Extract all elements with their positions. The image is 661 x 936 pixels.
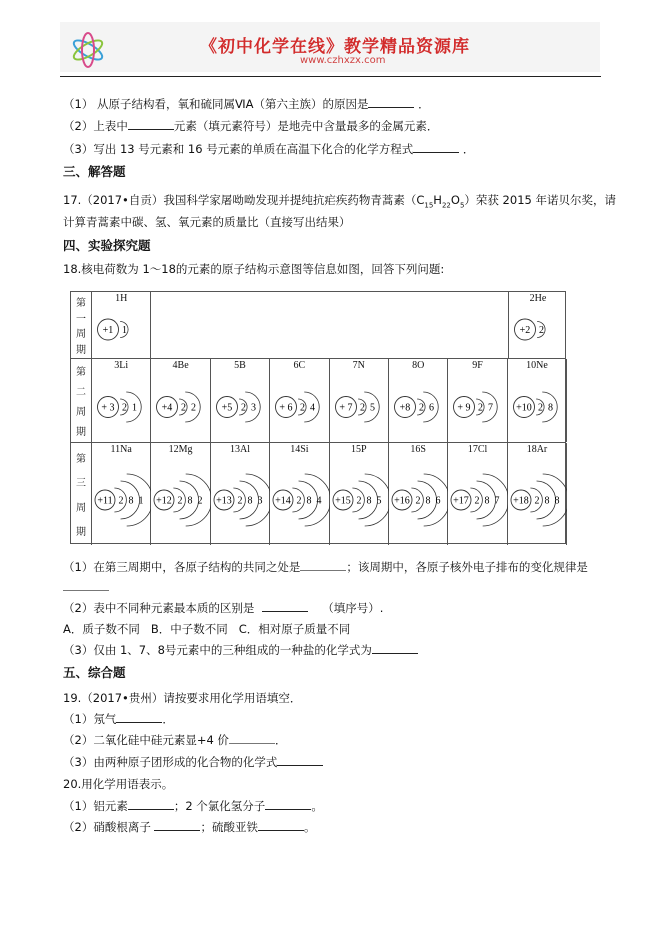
electron-count: 8 [247, 495, 253, 507]
atom-diagram [151, 443, 210, 545]
q18-part1-cont [63, 580, 109, 594]
atom-diagram [330, 443, 389, 545]
electron-count: 4 [316, 495, 322, 507]
element-cell [270, 359, 329, 442]
text: （1）氖气 [63, 712, 117, 726]
q16-part2 [63, 118, 438, 134]
answer-blank[interactable] [229, 733, 275, 744]
q18-part3 [63, 642, 418, 658]
element-cell [508, 359, 567, 442]
element-cell [151, 443, 210, 545]
electron-count: 2 [534, 495, 540, 507]
element-symbol: 4Be [172, 360, 189, 371]
text: （2）硝酸根离子 [63, 820, 151, 834]
electron-count: 2 [240, 402, 246, 414]
electron-count: 2 [474, 495, 480, 507]
text: ． [418, 97, 430, 111]
answer-blank[interactable] [265, 799, 311, 810]
nuclear-charge: +17 [453, 495, 470, 507]
electron-count: 2 [419, 402, 424, 414]
answer-blank[interactable] [413, 142, 459, 153]
nuclear-charge: +11 [97, 495, 113, 507]
answer-blank[interactable] [372, 643, 418, 654]
electron-count: 2 [415, 495, 421, 507]
period-label: 第 二 周 期 [71, 359, 92, 442]
atom-diagram [508, 359, 567, 443]
atom-diagram [270, 359, 329, 443]
electron-count: 8 [544, 495, 550, 507]
element-cell [92, 359, 151, 442]
text: ；该周期中，各原子核外电子排布的变化规律是 [346, 560, 588, 574]
electron-count: 8 [306, 495, 312, 507]
section-heading: 五、综合题 [63, 665, 126, 680]
answer-blank[interactable] [128, 799, 174, 810]
electron-count: 8 [554, 495, 560, 507]
text: （3）由两种原子团形成的化合物的化学式 [63, 755, 278, 769]
element-symbol: 16S [410, 444, 426, 455]
electron-count: 2 [177, 495, 183, 507]
electron-count: 2 [300, 402, 306, 414]
atom-diagram [92, 292, 151, 359]
q18-part1 [63, 559, 588, 575]
q17-line2: 计算青蒿素中碳、氢、氧元素的质量比（直接写出结果） [63, 215, 351, 229]
element-cell [508, 292, 567, 358]
nuclear-charge: +4 [162, 402, 173, 414]
text: （1） 从原子结构看，氧和硫同属ⅥA（第六主族）的原因是 [63, 97, 369, 111]
answer-blank[interactable] [368, 97, 414, 108]
atom-diagram [211, 359, 270, 443]
nuclear-charge: +16 [394, 495, 410, 507]
q20-part2 [63, 819, 315, 835]
q16-part1 [63, 96, 430, 112]
electron-count: 3 [257, 495, 263, 507]
q20-part1 [63, 798, 323, 814]
text: （3）仅由 1、7、8号元素中的三种组成的一种盐的化学式为 [63, 643, 372, 657]
q18-part2 [63, 600, 383, 616]
section-heading: 四、实验探究题 [63, 238, 151, 253]
nuclear-charge: + 9 [457, 402, 471, 414]
atom-diagram [330, 359, 389, 443]
atom-diagram [448, 359, 507, 443]
nuclear-charge: +18 [512, 495, 529, 507]
answer-blank[interactable] [154, 820, 200, 831]
electron-count: 8 [484, 495, 490, 507]
text: ；2 个氯化氢分子 [173, 799, 266, 813]
section-heading: 三、解答题 [63, 164, 126, 179]
element-symbol: 7N [352, 360, 365, 371]
electron-count: 2 [359, 402, 365, 414]
element-cell [448, 443, 507, 545]
element-symbol: 1H [115, 293, 128, 304]
q18-intro: 18.核电荷数为 1～18的元素的原子结构示意图等信息如图，回答下列问题: [63, 262, 445, 276]
electron-count: 8 [366, 495, 372, 507]
element-symbol: 18Ar [526, 444, 548, 455]
header-url: www.czhxzx.com [300, 55, 386, 66]
element-cell [389, 359, 448, 442]
answer-blank[interactable] [116, 712, 162, 723]
element-cell [508, 443, 567, 545]
element-symbol: 5B [234, 360, 246, 371]
nuclear-charge: +14 [275, 495, 292, 507]
atom-diagram [389, 443, 448, 545]
electron-count: 2 [191, 402, 197, 414]
atom-diagram [509, 292, 568, 359]
text: 17.（2017•自贡）我国科学家屠呦呦发现并提纯抗疟疾药物青蒿素（ [63, 193, 417, 207]
formula: $C_{15}H_{22}O_5$ [416, 193, 465, 210]
element-cell [211, 443, 270, 545]
answer-blank[interactable] [300, 560, 346, 571]
nuclear-charge: +1 [102, 325, 114, 336]
period-row [71, 443, 565, 545]
electron-count: 8 [187, 495, 193, 507]
atom-diagram [270, 443, 329, 545]
element-cell [92, 443, 151, 545]
element-symbol: 2He [529, 293, 547, 304]
text: 元素（填元素符号）是地壳中含量最多的金属元素． [173, 119, 439, 133]
electron-count: 5 [369, 402, 375, 414]
text: ． [462, 142, 475, 156]
electron-count: 2 [181, 402, 187, 414]
electron-count: 2 [237, 495, 243, 507]
text: ；硫酸亚铁 [200, 820, 258, 834]
period-row [71, 292, 565, 359]
atom-diagram [389, 359, 448, 443]
q19-part1 [63, 711, 174, 727]
electron-count: 5 [376, 495, 382, 507]
answer-blank[interactable] [262, 601, 308, 612]
electron-count: 2 [478, 402, 484, 414]
nuclear-charge: +12 [156, 495, 173, 507]
nuclear-charge: +8 [399, 402, 411, 414]
atom-diagram [151, 359, 210, 443]
text: （1）在第三周期中，各原子结构的共同之处是 [63, 560, 301, 574]
electron-count: 7 [488, 402, 494, 414]
electron-count: 8 [547, 402, 553, 414]
nuclear-charge: + 6 [279, 402, 293, 414]
text: ． [274, 733, 287, 747]
header-divider [60, 76, 601, 77]
electron-count: 8 [425, 495, 431, 507]
answer-blank[interactable] [128, 119, 174, 130]
electron-count: 4 [310, 402, 316, 414]
q19-part3 [63, 754, 323, 770]
atom-diagram [92, 359, 151, 443]
q17-line1 [63, 192, 616, 209]
text: 。 [303, 820, 316, 834]
nuclear-charge: +5 [221, 402, 233, 414]
nuclear-charge: +15 [334, 495, 351, 507]
q18-options: A．质子数不同 B．中子数不同 C．相对原子质量不同 [63, 622, 351, 636]
nuclear-charge: +13 [215, 495, 232, 507]
period-label: 第 三 周 期 [71, 443, 92, 545]
element-symbol: 17Cl [467, 444, 488, 455]
nuclear-charge: +10 [515, 402, 532, 414]
text: （2）上表中 [63, 119, 128, 133]
nuclear-charge: + 3 [101, 402, 115, 414]
element-symbol: 14Si [290, 444, 309, 455]
electron-count: 2 [122, 402, 127, 414]
electron-count: 2 [538, 325, 544, 336]
electron-count: 6 [435, 495, 441, 507]
text: （2）二氧化硅中硅元素显+4 价 [63, 733, 229, 747]
text: ）荣获 2015 年诺贝尔奖，请 [464, 193, 616, 207]
text: 。 [311, 799, 323, 813]
element-cell [211, 359, 270, 442]
element-cell [448, 359, 507, 442]
electron-count: 6 [429, 402, 434, 414]
element-symbol: 6C [293, 360, 306, 371]
q19-intro: 19.（2017•贵州）请按要求用化学用语填空． [63, 691, 302, 705]
element-cell [389, 443, 448, 545]
element-cell [330, 359, 389, 442]
electron-count: 2 [118, 495, 124, 507]
answer-blank[interactable] [258, 820, 304, 831]
answer-blank[interactable] [63, 580, 109, 591]
nuclear-charge: +2 [519, 325, 531, 336]
electron-count: 2 [197, 495, 203, 507]
q16-part3 [63, 141, 474, 157]
atom-diagram [92, 443, 151, 545]
element-symbol: 15P [351, 444, 367, 455]
text: （2）表中不同种元素最本质的区别是 [63, 601, 255, 615]
element-symbol: 9F [472, 360, 483, 371]
element-cell [92, 292, 151, 358]
period-row [71, 359, 565, 443]
element-symbol: 13Al [229, 444, 250, 455]
q20-intro: 20.用化学用语表示。 [63, 777, 174, 791]
atomic-structure-table [70, 291, 566, 544]
atom-diagram [448, 443, 507, 545]
electron-count: 8 [128, 495, 134, 507]
logo-icon [70, 30, 106, 70]
electron-count: 1 [138, 495, 144, 507]
period-label: 第 一 周 期 [71, 292, 92, 358]
element-symbol: 3Li [114, 360, 129, 371]
element-cell [151, 359, 210, 442]
text: ． [162, 712, 174, 726]
atom-diagram [508, 443, 567, 545]
text: （填序号）. [322, 601, 384, 615]
electron-count: 1 [132, 402, 137, 414]
electron-count: 1 [122, 325, 127, 336]
element-symbol: 8O [412, 360, 425, 371]
element-symbol: 10Ne [526, 360, 548, 371]
atom-diagram [211, 443, 270, 545]
element-symbol: 11Na [110, 444, 132, 455]
element-symbol: 12Mg [168, 444, 193, 455]
electron-count: 7 [494, 495, 500, 507]
text: （1）铝元素 [63, 799, 128, 813]
element-cell [330, 443, 389, 545]
header-title: 《初中化学在线》教学精品资源库 [200, 37, 470, 57]
nuclear-charge: + 7 [339, 402, 353, 414]
electron-count: 2 [537, 402, 543, 414]
answer-blank[interactable] [277, 755, 323, 766]
electron-count: 2 [356, 495, 362, 507]
electron-count: 3 [250, 402, 256, 414]
text: （3）写出 13 号元素和 16 号元素的单质在高温下化合的化学方程式 [63, 142, 414, 156]
q19-part2 [63, 732, 286, 748]
element-cell [270, 443, 329, 545]
electron-count: 2 [296, 495, 302, 507]
